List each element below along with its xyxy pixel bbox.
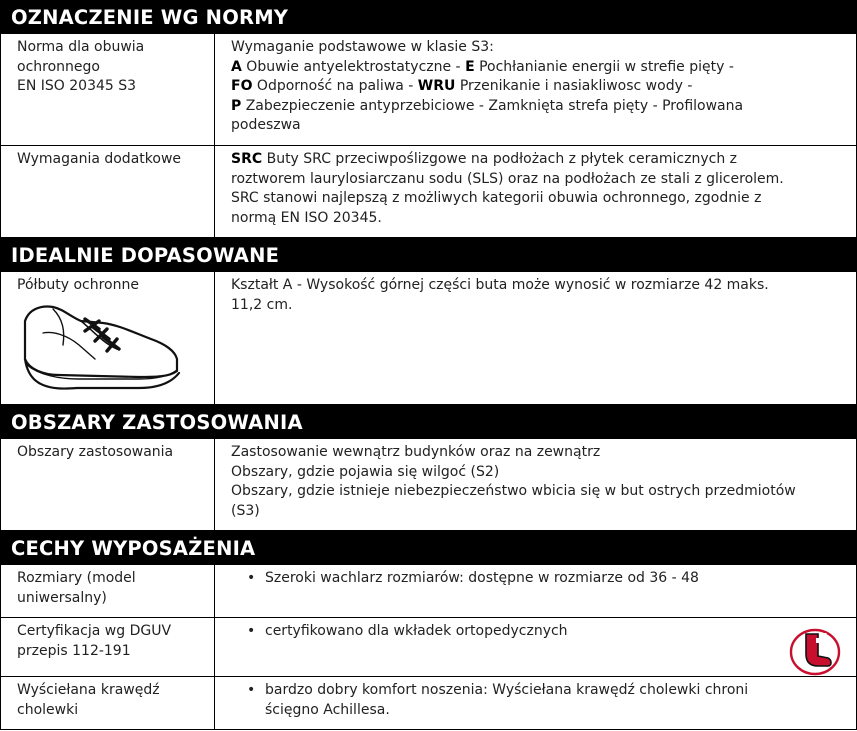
row-zastosowania (0, 439, 857, 531)
bullet-item (231, 569, 848, 589)
text: Przenikanie i nasiakliwosc wody - (455, 78, 693, 94)
label-wyscielana (1, 677, 215, 729)
row-dopasowane (0, 272, 857, 405)
zastosowania-line: Obszary, gdzie pojawia się wilgoć (S2) (231, 463, 500, 480)
shoe-outline-icon (19, 299, 184, 391)
zastosowania-line: (S3) (231, 502, 260, 519)
label-line: Obszary zastosowania (17, 444, 174, 460)
bullet-item (231, 622, 848, 642)
code-src: SRC (231, 151, 263, 167)
bullet-text: • certyfikowano dla wkładek ortopedycznych (265, 623, 568, 639)
value-dopasowane (215, 272, 856, 404)
label-line: uniwersalny) (17, 589, 107, 606)
label-line: Półbuty ochronne (17, 277, 139, 293)
bullet-text: ścięgno Achillesa. (265, 701, 390, 718)
value-dodatkowe (215, 146, 856, 237)
dodatkowe-line-2: roztworem laurylosiarczanu sodu (SLS) oraz na podłożach ze stali z glicerolem. (231, 170, 784, 187)
code-wru: WRU (417, 78, 456, 94)
dodatkowe-line-4: normą EN ISO 20345. (231, 209, 382, 226)
norma-line-2 (231, 77, 848, 97)
label-zastosowania (1, 439, 215, 530)
row-certyfikacja (0, 618, 857, 677)
value-wyscielana (215, 677, 856, 729)
label-norma (1, 34, 215, 145)
text: Odporność na paliwa - (252, 78, 418, 94)
label-line: Rozmiary (model (17, 570, 136, 586)
bullet-text: • Szeroki wachlarz rozmiarów: dostępne w rozmiarze od 36 - 48 (265, 570, 699, 586)
norma-line-4: podeszwa (231, 117, 301, 133)
code-p: P (231, 97, 242, 114)
dodatkowe-line-1 (231, 150, 848, 170)
row-rozmiary (0, 565, 857, 618)
value-norma (215, 34, 856, 145)
code-fo: FO (231, 78, 253, 94)
value-certyfikacja (215, 618, 856, 676)
dopasowane-line-1: Kształt A - Wysokość górnej części buta może wynosić w rozmiarze 42 maks. (231, 277, 769, 293)
label-line: ochronnego (17, 58, 100, 75)
value-zastosowania (215, 439, 856, 530)
section-header-dopasowane (0, 238, 857, 272)
bullet-text: • bardzo dobry komfort noszenia: Wyściełana krawędź cholewki chroni (265, 682, 749, 698)
bullet-list (231, 681, 848, 720)
row-wyscielana (0, 677, 857, 730)
dopasowane-line-2: 11,2 cm. (231, 296, 293, 313)
section-title: IDEALNIE DOPASOWANE (11, 243, 280, 267)
label-line: Wymagania dodatkowe (17, 151, 182, 167)
text: Pochłanianie energii w strefie pięty - (474, 58, 734, 75)
section-header-zastosowania (0, 405, 857, 439)
norma-line-1 (231, 58, 848, 78)
section-title: CECHY WYPOSAŻENIA (11, 536, 256, 560)
label-line: Wyściełana krawędź (17, 682, 160, 698)
zastosowania-line: Obszary, gdzie istnieje niebezpieczeństwo wbicia się w but ostrych przedmiotów (231, 483, 796, 499)
text: Zabezpieczenie antyprzebiciowe - Zamknięta strefa pięty - Profilowana (241, 97, 744, 114)
row-dodatkowe (0, 146, 857, 238)
label-line: EN ISO 20345 S3 (17, 78, 137, 94)
dodatkowe-line-3: SRC stanowi najlepszą z możliwych kategorii obuwia ochronnego, zgodnie z (231, 190, 762, 206)
section-title: OBSZARY ZASTOSOWANIA (11, 410, 303, 434)
section-title: OZNACZENIE WG NORMY (11, 5, 289, 29)
label-dopasowane (1, 272, 215, 404)
bullet-list (231, 622, 848, 642)
orthopedic-insole-icon (788, 626, 842, 676)
norma-intro: Wymaganie podstawowe w klasie S3: (231, 39, 494, 55)
row-norma (0, 34, 857, 146)
code-e: E (465, 58, 475, 75)
code-a: A (231, 58, 242, 75)
label-line: Norma dla obuwia (17, 39, 145, 55)
value-rozmiary (215, 565, 856, 617)
label-line: przepis 112-191 (17, 642, 131, 659)
section-header-cechy (0, 531, 857, 565)
label-rozmiary (1, 565, 215, 617)
zastosowania-line: Zastosowanie wewnątrz budynków oraz na zewnątrz (231, 444, 601, 460)
norma-line-3 (231, 97, 848, 117)
label-dodatkowe (1, 146, 215, 237)
label-line: cholewki (17, 701, 79, 718)
text: Obuwie antyelektrostatyczne - (241, 58, 466, 75)
label-certyfikacja (1, 618, 215, 676)
bullet-item (231, 681, 848, 720)
label-line: Certyfikacja wg DGUV (17, 623, 172, 639)
bullet-list (231, 569, 848, 589)
text: Buty SRC przeciwpoślizgowe na podłożach z płytek ceramicznych z (262, 151, 738, 167)
section-header-oznaczenie (0, 0, 857, 34)
